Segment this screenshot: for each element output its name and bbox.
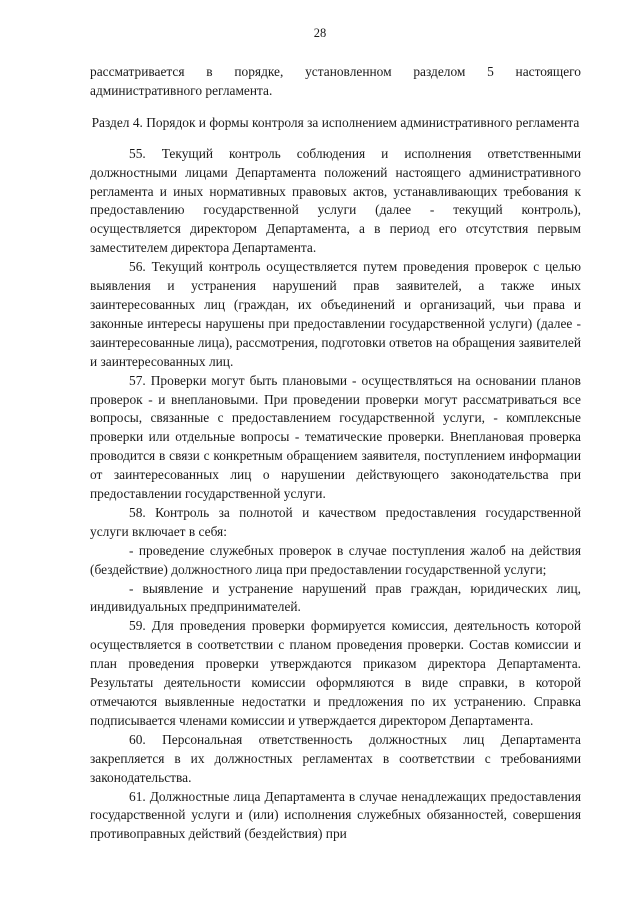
paragraph-59: 59. Для проведения проверки формируется комиссия, деятельность которой осуществляется в соответствии с планом проведения проверки. Состав комиссии и план проведения проверки утверждаются приказом директора Департамента. Результаты деятельности комиссии оформляются в виде справки, в которой отмечаются выявленные недостатки и предложения по их устранению. Справка подписывается членами комиссии и утверждается директором Департамента. <box>90 618 581 728</box>
paragraph-58: 58. Контроль за полнотой и качеством предоставления государственной услуги включает в себя: <box>90 504 581 539</box>
page-body <box>90 63 581 844</box>
paragraph-56: 56. Текущий контроль осуществляется путем проведения проверок с целью выявления и устранения нарушений прав заявителей, а также иных заинтересованных лиц (граждан, их объединений и организаций, чьи права и законные интересы нарушены при предоставлении государственной услуги) (далее - заинтересованные лица), рассмотрения, подготовки ответов на обращения заявителей и заинтересованных лиц. <box>90 259 581 369</box>
paragraph-57: 57. Проверки могут быть плановыми - осуществляться на основании планов проверок - и внеплановыми. При проведении проверки могут рассматриваться все вопросы, связанные с предоставлением государственной услуги, - комплексные проверки или отдельные вопросы - тематические проверки. Внеплановая проверка проводится в связи с конкретным обращением заявителя, поступлением информации от заинтересованных лиц о нарушении действующего законодательства при предоставлении государственной услуги. <box>90 372 581 502</box>
paragraph-55: 55. Текущий контроль соблюдения и исполнения ответственными должностными лицами Департамента положений настоящего административного регламента и иных нормативных правовых актов, устанавливающих требования к предоставлению государственной услуги (далее - текущий контроль), осуществляется директором Департамента, а в период его отсутствия первым заместителем директора Департамента. <box>90 145 581 256</box>
list-item-rights-violations: - выявление и устранение нарушений прав граждан, юридических лиц, индивидуальных предпринимателей. <box>90 580 581 615</box>
paragraph-60: 60. Персональная ответственность должностных лиц Департамента закрепляется в их должностных регламентах в соответствии с требованиями законодательства. <box>90 731 581 785</box>
opening-paragraph: рассматривается в порядке, установленном разделом 5 настоящего административного регламента. <box>90 64 581 98</box>
section-heading: Раздел 4. Порядок и формы контроля за исполнением административного регламента <box>91 114 580 130</box>
paragraph-61: 61. Должностные лица Департамента в случае ненадлежащих предоставления государственной услуги и (или) исполнения служебных обязанностей, совершения противоправных действий (бездействия) при <box>90 788 581 842</box>
page-number: 28 <box>313 26 327 40</box>
list-item-service-checks: - проведение служебных проверок в случае поступления жалоб на действия (бездействие) должностного лица при предоставлении государственной услуги; <box>90 542 581 577</box>
